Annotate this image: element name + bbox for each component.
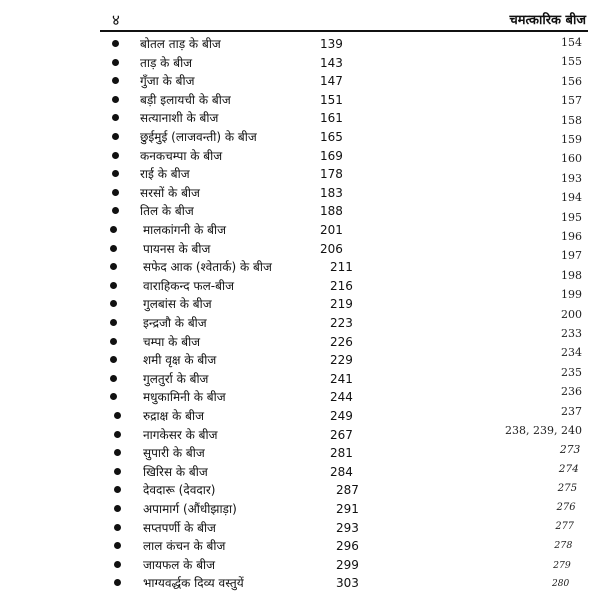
right-page-number: 197 <box>561 249 582 263</box>
entry-title: भाग्यवर्द्धक दिव्य वस्तुयें <box>143 576 244 591</box>
page-number: ४ <box>112 11 120 29</box>
list-item <box>0 72 600 90</box>
entry-page-number: 147 <box>320 74 343 89</box>
bullet-icon <box>112 59 119 66</box>
right-page-number: 273 <box>559 443 581 457</box>
right-page-number: 200 <box>561 307 582 321</box>
entry-title: चम्पा के बीज <box>143 334 201 349</box>
entry-page-number: 226 <box>330 334 353 349</box>
list-item <box>0 500 600 518</box>
entry-page-number: 293 <box>336 520 359 535</box>
entry-title: सरसों के बीज <box>140 185 200 200</box>
entry-page-number: 291 <box>336 502 359 516</box>
right-page-number: 158 <box>561 113 582 127</box>
bullet-icon <box>110 338 117 345</box>
right-page-number: 199 <box>561 288 582 302</box>
right-page-number: 160 <box>561 152 582 166</box>
running-title: चमत्कारिक बीज <box>509 13 586 28</box>
entry-page-number: 151 <box>320 92 343 107</box>
bullet-icon <box>112 207 119 214</box>
entry-page-number: 183 <box>320 185 343 200</box>
entry-page-number: 299 <box>336 557 359 572</box>
list-item <box>0 537 600 555</box>
right-page-number: 196 <box>561 230 582 243</box>
entry-page-number: 296 <box>336 539 359 554</box>
entry-page-number: 303 <box>336 576 359 591</box>
entry-page-number: 216 <box>330 278 353 293</box>
entry-page-number: 244 <box>330 390 353 405</box>
list-item <box>0 404 600 425</box>
list-item <box>0 258 600 276</box>
list-item <box>0 109 600 127</box>
entry-page-number: 249 <box>330 409 353 423</box>
list-item <box>0 221 600 239</box>
entry-title: गुलबांस के बीज <box>143 297 212 312</box>
bullet-icon <box>114 542 121 549</box>
list-item <box>0 351 600 369</box>
entry-page-number: 287 <box>336 483 359 498</box>
bullet-icon <box>112 152 119 159</box>
entry-title: शमी वृक्ष के बीज <box>143 353 217 368</box>
bullet-icon <box>110 356 117 363</box>
entry-page-number: 267 <box>330 427 353 442</box>
entry-title: सप्तपर्णी के बीज <box>143 520 216 535</box>
list-item <box>0 574 600 592</box>
bullet-icon <box>114 468 121 475</box>
entry-title: छुईमुई (लाजवन्ती) के बीज <box>140 130 257 144</box>
right-page-number: 238, 239, 240 <box>505 424 582 437</box>
entry-page-number: 201 <box>320 223 343 237</box>
entry-title: सुपारी के बीज <box>143 446 205 461</box>
list-item <box>0 35 600 53</box>
bullet-icon <box>110 319 117 326</box>
entry-title: इन्द्रजौ के बीज <box>143 316 207 330</box>
list-item <box>0 147 600 165</box>
list-item <box>0 202 600 220</box>
right-page-number: 280 <box>552 579 570 590</box>
entry-page-number: 143 <box>320 55 343 70</box>
list-item <box>0 556 600 574</box>
entry-page-number: 211 <box>330 260 353 275</box>
entry-title: जायफल के बीज <box>143 557 216 572</box>
right-page-number: 234 <box>561 346 582 360</box>
entry-title: खिरिस के बीज <box>143 464 208 479</box>
list-item <box>0 463 600 481</box>
list-item <box>0 519 600 537</box>
entry-page-number: 223 <box>330 316 353 330</box>
bullet-icon <box>110 282 117 289</box>
entry-title: बड़ी इलायची के बीज <box>140 92 231 107</box>
bullet-icon <box>112 189 119 196</box>
entry-page-number: 169 <box>320 148 343 163</box>
entry-page-number: 206 <box>320 241 343 256</box>
entry-title: कनकचम्पा के बीज <box>140 148 223 163</box>
entry-page-number: 165 <box>320 130 343 144</box>
bullet-icon <box>110 375 117 382</box>
entry-title: मधुकामिनी के बीज <box>143 390 226 405</box>
bullet-icon <box>114 579 121 586</box>
entry-page-number: 139 <box>320 37 343 51</box>
list-item <box>0 295 600 313</box>
entry-page-number: 188 <box>320 204 343 219</box>
entry-title: मालकांगनी के बीज <box>143 223 226 237</box>
bullet-icon <box>110 245 117 252</box>
right-page-number: 233 <box>561 327 582 340</box>
right-page-number: 198 <box>561 268 582 282</box>
right-page-number: 237 <box>561 404 582 418</box>
entry-page-number: 241 <box>330 371 353 386</box>
entry-title: सफेद आक (श्वेतार्क) के बीज <box>143 260 272 275</box>
right-page-number: 277 <box>555 521 574 532</box>
right-page-number: 235 <box>561 365 582 379</box>
bullet-icon <box>112 114 119 121</box>
bullet-icon <box>112 96 119 103</box>
entry-title: नागकेसर के बीज <box>143 427 218 442</box>
entry-title: अपामार्ग (औंधीझाड़ा) <box>143 502 237 516</box>
entry-title: बोतल ताड़ के बीज <box>140 37 221 51</box>
bullet-icon <box>110 300 117 307</box>
right-page-number: 194 <box>561 191 582 205</box>
right-page-number: 159 <box>561 133 582 146</box>
right-page-number: 276 <box>556 501 576 513</box>
entry-title: पायनस के बीज <box>143 241 211 256</box>
bullet-icon <box>110 263 117 270</box>
bullet-icon <box>112 40 119 47</box>
list-item <box>0 314 600 332</box>
list-item <box>0 165 600 183</box>
entry-page-number: 229 <box>330 353 353 368</box>
list-item <box>0 388 600 406</box>
entry-title: राई के बीज <box>140 167 190 182</box>
bullet-icon <box>114 524 121 531</box>
entry-page-number: 219 <box>330 297 353 312</box>
list-item <box>0 91 600 109</box>
bullet-icon <box>110 226 117 233</box>
entry-title: लाल कंचन के बीज <box>143 539 226 554</box>
bullet-icon <box>114 449 121 456</box>
list-item <box>0 184 600 205</box>
bullet-icon <box>114 486 121 493</box>
right-page-number: 155 <box>561 55 582 69</box>
list-item <box>0 370 600 388</box>
bullet-icon <box>110 393 117 400</box>
list-item <box>0 240 600 258</box>
entry-title: गुलतुर्रा के बीज <box>143 371 209 386</box>
entry-title: रुद्राक्ष के बीज <box>143 409 204 423</box>
entry-title: सत्यानाशी के बीज <box>140 111 219 126</box>
bullet-icon <box>114 412 121 419</box>
entry-page-number: 178 <box>320 167 343 182</box>
entry-title: ताड़ के बीज <box>140 55 193 70</box>
right-page-number: 195 <box>561 210 582 224</box>
entry-title: गुँजा के बीज <box>140 74 195 89</box>
right-page-number: 236 <box>561 385 582 399</box>
bullet-icon <box>112 133 119 140</box>
list-item <box>0 128 600 146</box>
list-item <box>0 333 600 351</box>
right-page-number: 275 <box>557 482 578 495</box>
bullet-icon <box>114 505 121 512</box>
right-page-number: 274 <box>558 462 579 475</box>
right-page-number: 154 <box>561 36 582 49</box>
right-page-number: 157 <box>561 94 582 108</box>
list-item <box>0 444 600 462</box>
list-item <box>0 481 600 499</box>
list-item <box>0 277 600 295</box>
right-page-number: 278 <box>554 540 573 552</box>
entry-title: तिल के बीज <box>140 204 194 219</box>
bullet-icon <box>112 77 119 84</box>
entry-page-number: 284 <box>330 464 353 479</box>
right-page-number: 193 <box>561 171 582 185</box>
right-page-number: 279 <box>553 559 571 571</box>
bullet-icon <box>114 561 121 568</box>
entry-title: वाराहिकन्द फल-बीज <box>143 278 234 293</box>
bullet-icon <box>114 431 121 438</box>
header-rule <box>100 30 588 32</box>
entry-page-number: 161 <box>320 111 343 126</box>
entry-title: देवदारू (देवदार) <box>143 483 216 498</box>
right-page-number: 156 <box>561 74 582 88</box>
list-item <box>0 54 600 72</box>
bullet-icon <box>112 170 119 177</box>
entry-page-number: 281 <box>330 446 353 461</box>
